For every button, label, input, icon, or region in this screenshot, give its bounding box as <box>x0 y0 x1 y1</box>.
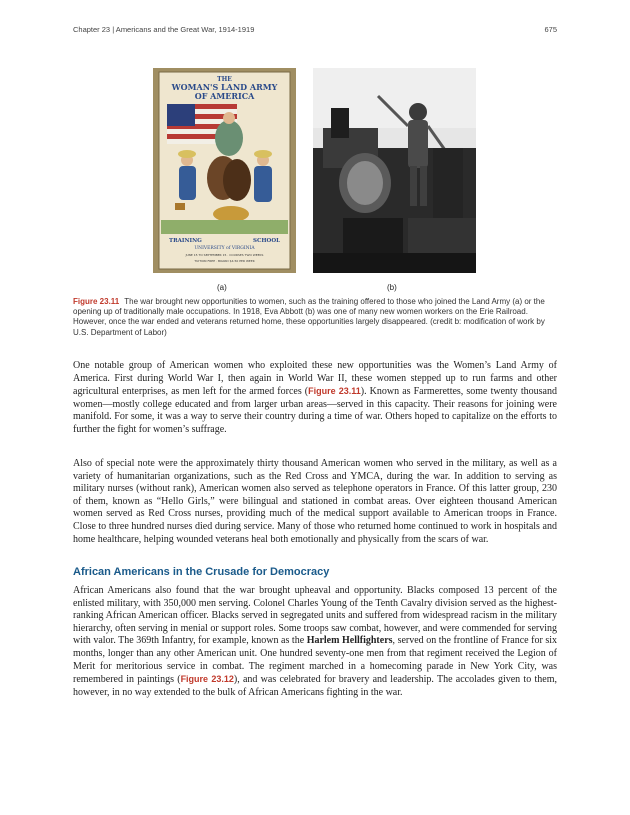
railroad-photo <box>313 68 476 273</box>
caption-figure-number: Figure 23.11 <box>73 297 120 306</box>
paragraph-text: African Americans also found that the war brought upheaval and opportunity. Blacks composed 13 percent of the enlisted military, with 350,000 men serving. Colonel Charles Young of the Tenth Cavalry division served as the highest-ranking African American officer. Blacks served in segregated units and suffered from widespread racism in the military hierarchy, often serving in menial or support roles. Some troops saw combat, however, and were commended for serving with valor. The 369th Infantry, for example, known as the <box>73 585 557 647</box>
poster-illustration <box>153 68 296 273</box>
figure-a-poster <box>153 68 296 273</box>
poster-title-line3: OF AMERICA <box>194 91 255 101</box>
figure-caption <box>73 297 551 338</box>
poster-training-label: TRAINING <box>169 238 202 244</box>
poster-university: UNIVERSITY of VIRGINIA <box>194 246 255 251</box>
paragraph-text: ). Known as Farmerettes, some twenty thousand women—mostly college educated and from larger urban areas—served in this capacity. Their reasons for joining were manifold. For some, it was a way to serve their country during a time of war. Others hoped to capitalize on the efforts to further the fight for women’s suffrage. <box>73 386 557 435</box>
chapter-title: Chapter 23 | Americans and the Great War, 1914-1919 <box>73 25 255 34</box>
page-header <box>73 25 557 34</box>
poster-title-line2: WOMAN'S LAND ARMY <box>171 82 278 92</box>
figure-a-label: (a) <box>217 283 227 292</box>
paragraph-text: ), and was celebrated for bravery and leadership. The accolades given to them, however, in no way extended to the bulk of African Americans fighting in the war. <box>73 674 557 698</box>
paragraph-text: One notable group of American women who exploited these new opportunities was the Women’s Land Army of America. First during World War I, then again in World War II, these women stepped up to run farms and other agricultural enterprises, as men left for the armed forces ( <box>73 360 557 398</box>
figure-b-photo <box>313 68 476 273</box>
poster-dates: JUNE 15 TO SEPTEMBER 15 · COURSES TWO WEEKS <box>185 253 264 257</box>
page-number: 675 <box>544 25 557 34</box>
paragraph-land-army <box>73 360 557 437</box>
section-heading: African Americans in the Crusade for Democracy <box>73 566 330 578</box>
figure-b-label: (b) <box>387 283 397 292</box>
paragraph-military-women: Also of special note were the approximately thirty thousand American women who served in the military, as well as a variety of humanitarian organizations, such as the Red Cross and YMCA, during the war. In addition to serving as military nurses (without rank), American women also served as telephone operators in France. Of this latter group, 230 of them, known as “Hello Girls,” were bilingual and stationed in combat areas. Over eighteen thousand American women served as Red Cross nurses, providing much of the medical support available to American troops in France. Close to three hundred nurses died during service. Many of those who returned home continued to work in hospitals and home healthcare, helping wounded veterans heal both emotionally and physically from the scars of war. <box>73 458 557 545</box>
caption-text: The war brought new opportunities to women, such as the training offered to those who joined the Land Army (a) or the opening up of traditionally male occupations. In 1918, Eva Abbott (b) was one of many new women workers on the Erie Railroad. However, once the war ended and veterans returned home, these opportunities largely disappeared. (credit b: modification of work by U.S. Department of Labor) <box>73 297 545 337</box>
poster-school-label: SCHOOL <box>253 238 280 244</box>
figure-link[interactable]: Figure 23.11 <box>308 386 361 397</box>
key-term: Harlem Hellfighters <box>306 635 393 647</box>
figure-link[interactable]: Figure 23.12 <box>180 674 234 685</box>
paragraph-text: , served on the frontline of France for six months, longer than any other American unit. One hundred seventy-one men from that regiment received the Legion of Merit for meritorious service in combat. The regiment marched in a homecoming parade in New York City, was remembered in paintings ( <box>73 635 557 686</box>
paragraph-african-americans <box>73 585 557 699</box>
poster-title-line1: THE <box>217 76 232 83</box>
poster-tuition: TUITION FREE · BOARD $4.50 PER WEEK <box>194 259 255 263</box>
